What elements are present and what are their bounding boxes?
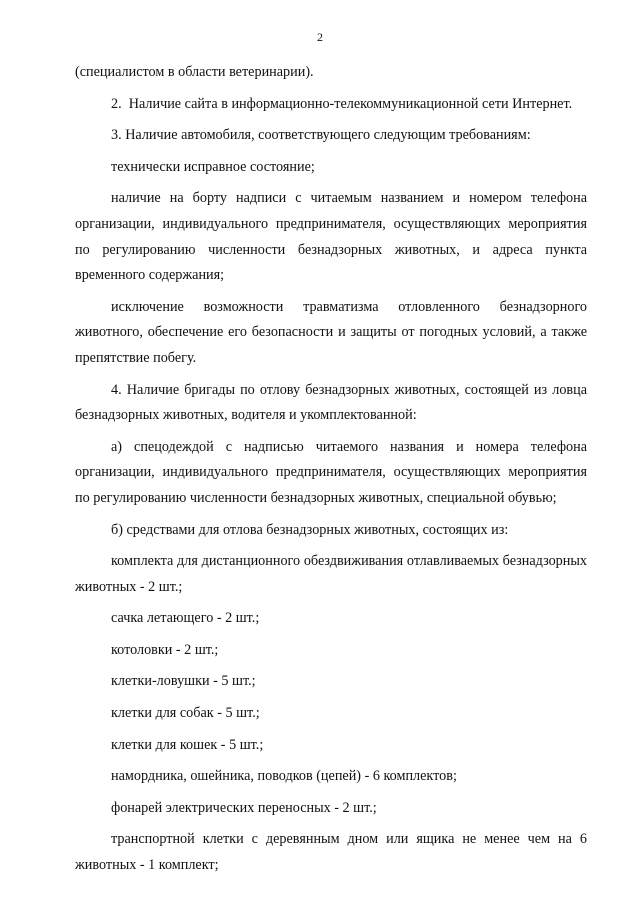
list-item-immobilization-kit: комплекта для дистанционного обездвиживания отлавливаемых безнадзорных животных - 2 шт.;	[75, 553, 587, 595]
list-item-flashlights: фонарей электрических переносных - 2 шт.;	[111, 799, 377, 816]
list-item-transport-cage: транспортной клетки с деревянным дном или ящика не менее чем на 6 животных - 1 комплект;	[75, 831, 587, 874]
paragraph-vet-specialist: (специалистом в области ветеринарии).	[75, 64, 314, 80]
paragraph-vehicle-condition: технически исправное состояние;	[111, 158, 315, 175]
page-number: 2	[317, 30, 323, 44]
document-body	[75, 60, 587, 885]
list-item-dog-cage: клетки для собак - 5 шт.;	[111, 705, 260, 722]
paragraph-vehicle-safety: исключение возможности травматизма отловленного безнадзорного животного, обеспечение его безопасности и защиты от погодных условий, а также препятствие побегу.	[75, 298, 587, 366]
paragraph-vehicle-requirements: 3. Наличие автомобиля, соответствующего следующим требованиям:	[111, 127, 531, 144]
paragraph-capture-tools: б) средствами для отлова безнадзорных животных, состоящих из:	[111, 521, 509, 538]
paragraph-workwear: а) спецодеждой с надписью читаемого названия и номера телефона организации, индивидуального предпринимателя, осуществляющих мероприятия по регулированию численности безнадзорных животных, специальной обувью;	[75, 438, 587, 506]
list-item-net: сачка летающего - 2 шт.;	[111, 610, 260, 627]
paragraph-vehicle-signage: наличие на борту надписи с читаемым названием и номером телефона организации, индивидуального предпринимателя, осуществляющих мероприятия по регулированию численности безнадзорных животных, и адреса пункта временного содержания;	[75, 190, 587, 284]
list-item-cat-cage: клетки для кошек - 5 шт.;	[111, 736, 264, 753]
paragraph-capture-team: 4. Наличие бригады по отлову безнадзорных животных, состоящей из ловца безнадзорных животных, водителя и укомплектованной:	[75, 381, 587, 424]
list-item-trap-cage: клетки-ловушки - 5 шт.;	[111, 673, 256, 690]
list-item-cat-catcher: котоловки - 2 шт.;	[111, 641, 219, 658]
list-item-muzzle-leash: намордника, ошейника, поводков (цепей) - 6 комплектов;	[111, 768, 457, 785]
paragraph-website: 2. Наличие сайта в информационно-телекоммуникационной сети Интернет.	[111, 95, 573, 112]
